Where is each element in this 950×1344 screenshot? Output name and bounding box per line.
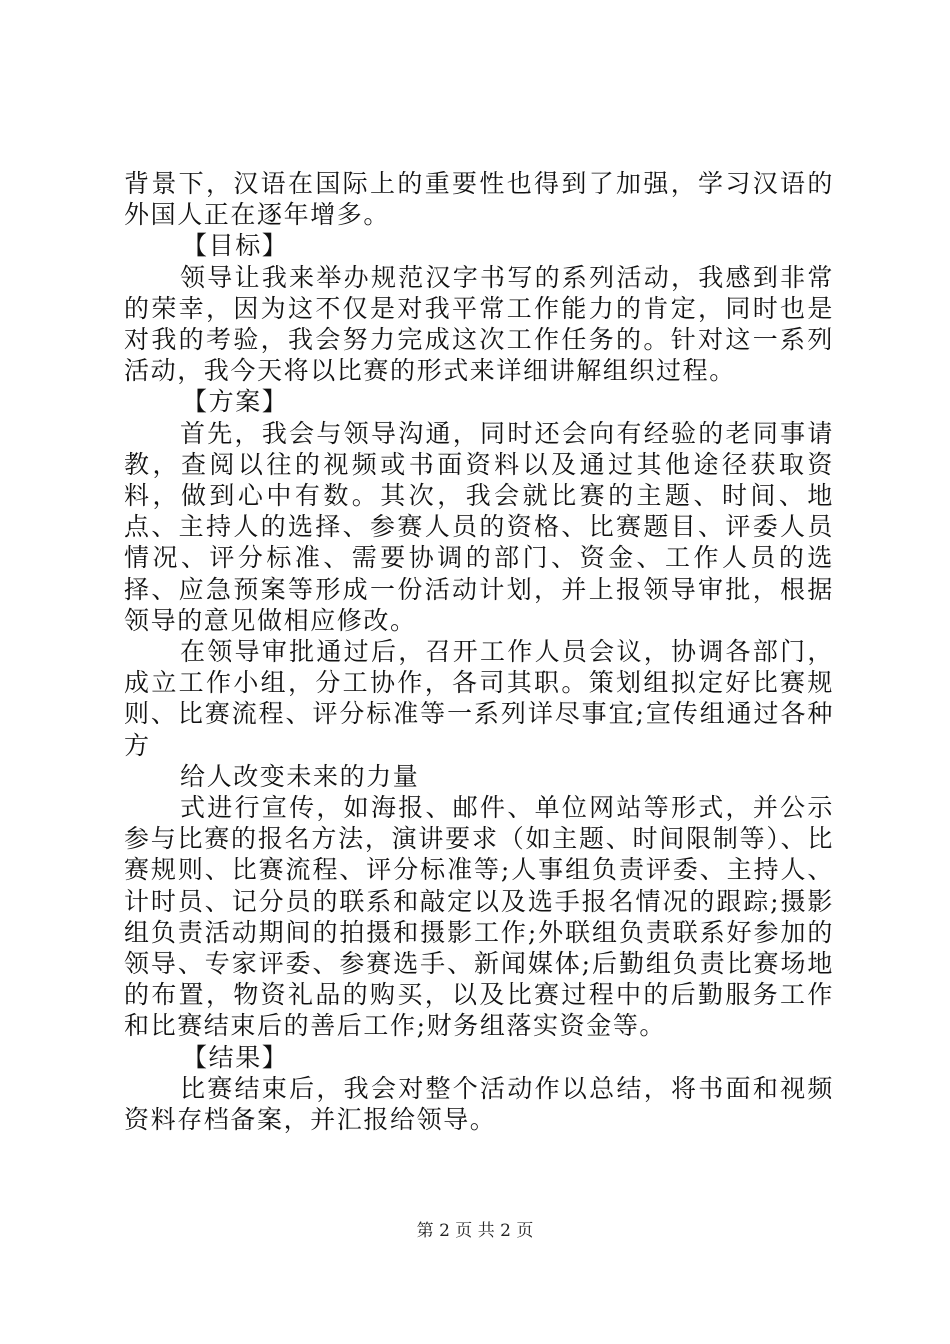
paragraph-goal: 领导让我来举办规范汉字书写的系列活动，我感到非常的荣幸，因为这不仅是对我平常工作能力的肯定，同时也是对我的考验，我会努力完成这次工作任务的。针对这一系列活动，我今天将以比赛的形式来详细讲解组织过程。 xyxy=(124,262,834,386)
paragraph-result: 比赛结束后，我会对整个活动作以总结，将书面和视频资料存档备案，并汇报给领导。 xyxy=(124,1073,834,1135)
page-footer: 第 2 页 共 2 页 xyxy=(416,1221,534,1241)
document-body xyxy=(124,168,834,1135)
paragraph-plan-second: 在领导审批通过后，召开工作人员会议，协调各部门，成立工作小组，分工协作，各司其职。策划组拟定好比赛规则、比赛流程、评分标准等一系列详尽事宜;宣传组通过各种方 xyxy=(124,637,834,760)
paragraph-slogan: 给人改变未来的力量 xyxy=(180,761,420,791)
paragraph-plan-third: 式进行宣传，如海报、邮件、单位网站等形式，并公示参与比赛的报名方法，演讲要求（如主题、时间限制等）、比赛规则、比赛流程、评分标准等;人事组负责评委、主持人、计时员、记分员的联系和敲定以及选手报名情况的跟踪;摄影组负责活动期间的拍摄和摄影工作;外联组负责联系好参加的领导、专家评委、参赛选手、新闻媒体;后勤组负责比赛场地的布置，物资礼品的购买，以及比赛过程中的后勤服务工作和比赛结束后的善后工作;财务组落实资金等。 xyxy=(124,793,834,1041)
heading-goal: 【目标】 xyxy=(182,231,289,261)
heading-result: 【结果】 xyxy=(182,1042,289,1072)
paragraph-background: 背景下，汉语在国际上的重要性也得到了加强，学习汉语的外国人正在逐年增多。 xyxy=(124,169,834,230)
heading-plan: 【方案】 xyxy=(182,387,289,417)
paragraph-plan-first: 首先，我会与领导沟通，同时还会向有经验的老同事请教，查阅以往的视频或书面资料以及通过其他途径获取资料，做到心中有数。其次，我会就比赛的主题、时间、地点、主持人的选择、参赛人员的资格、比赛题目、评委人员情况、评分标准、需要协调的部门、资金、工作人员的选择、应急预案等形成一份活动计划，并上报领导审批，根据领导的意见做相应修改。 xyxy=(124,418,834,635)
